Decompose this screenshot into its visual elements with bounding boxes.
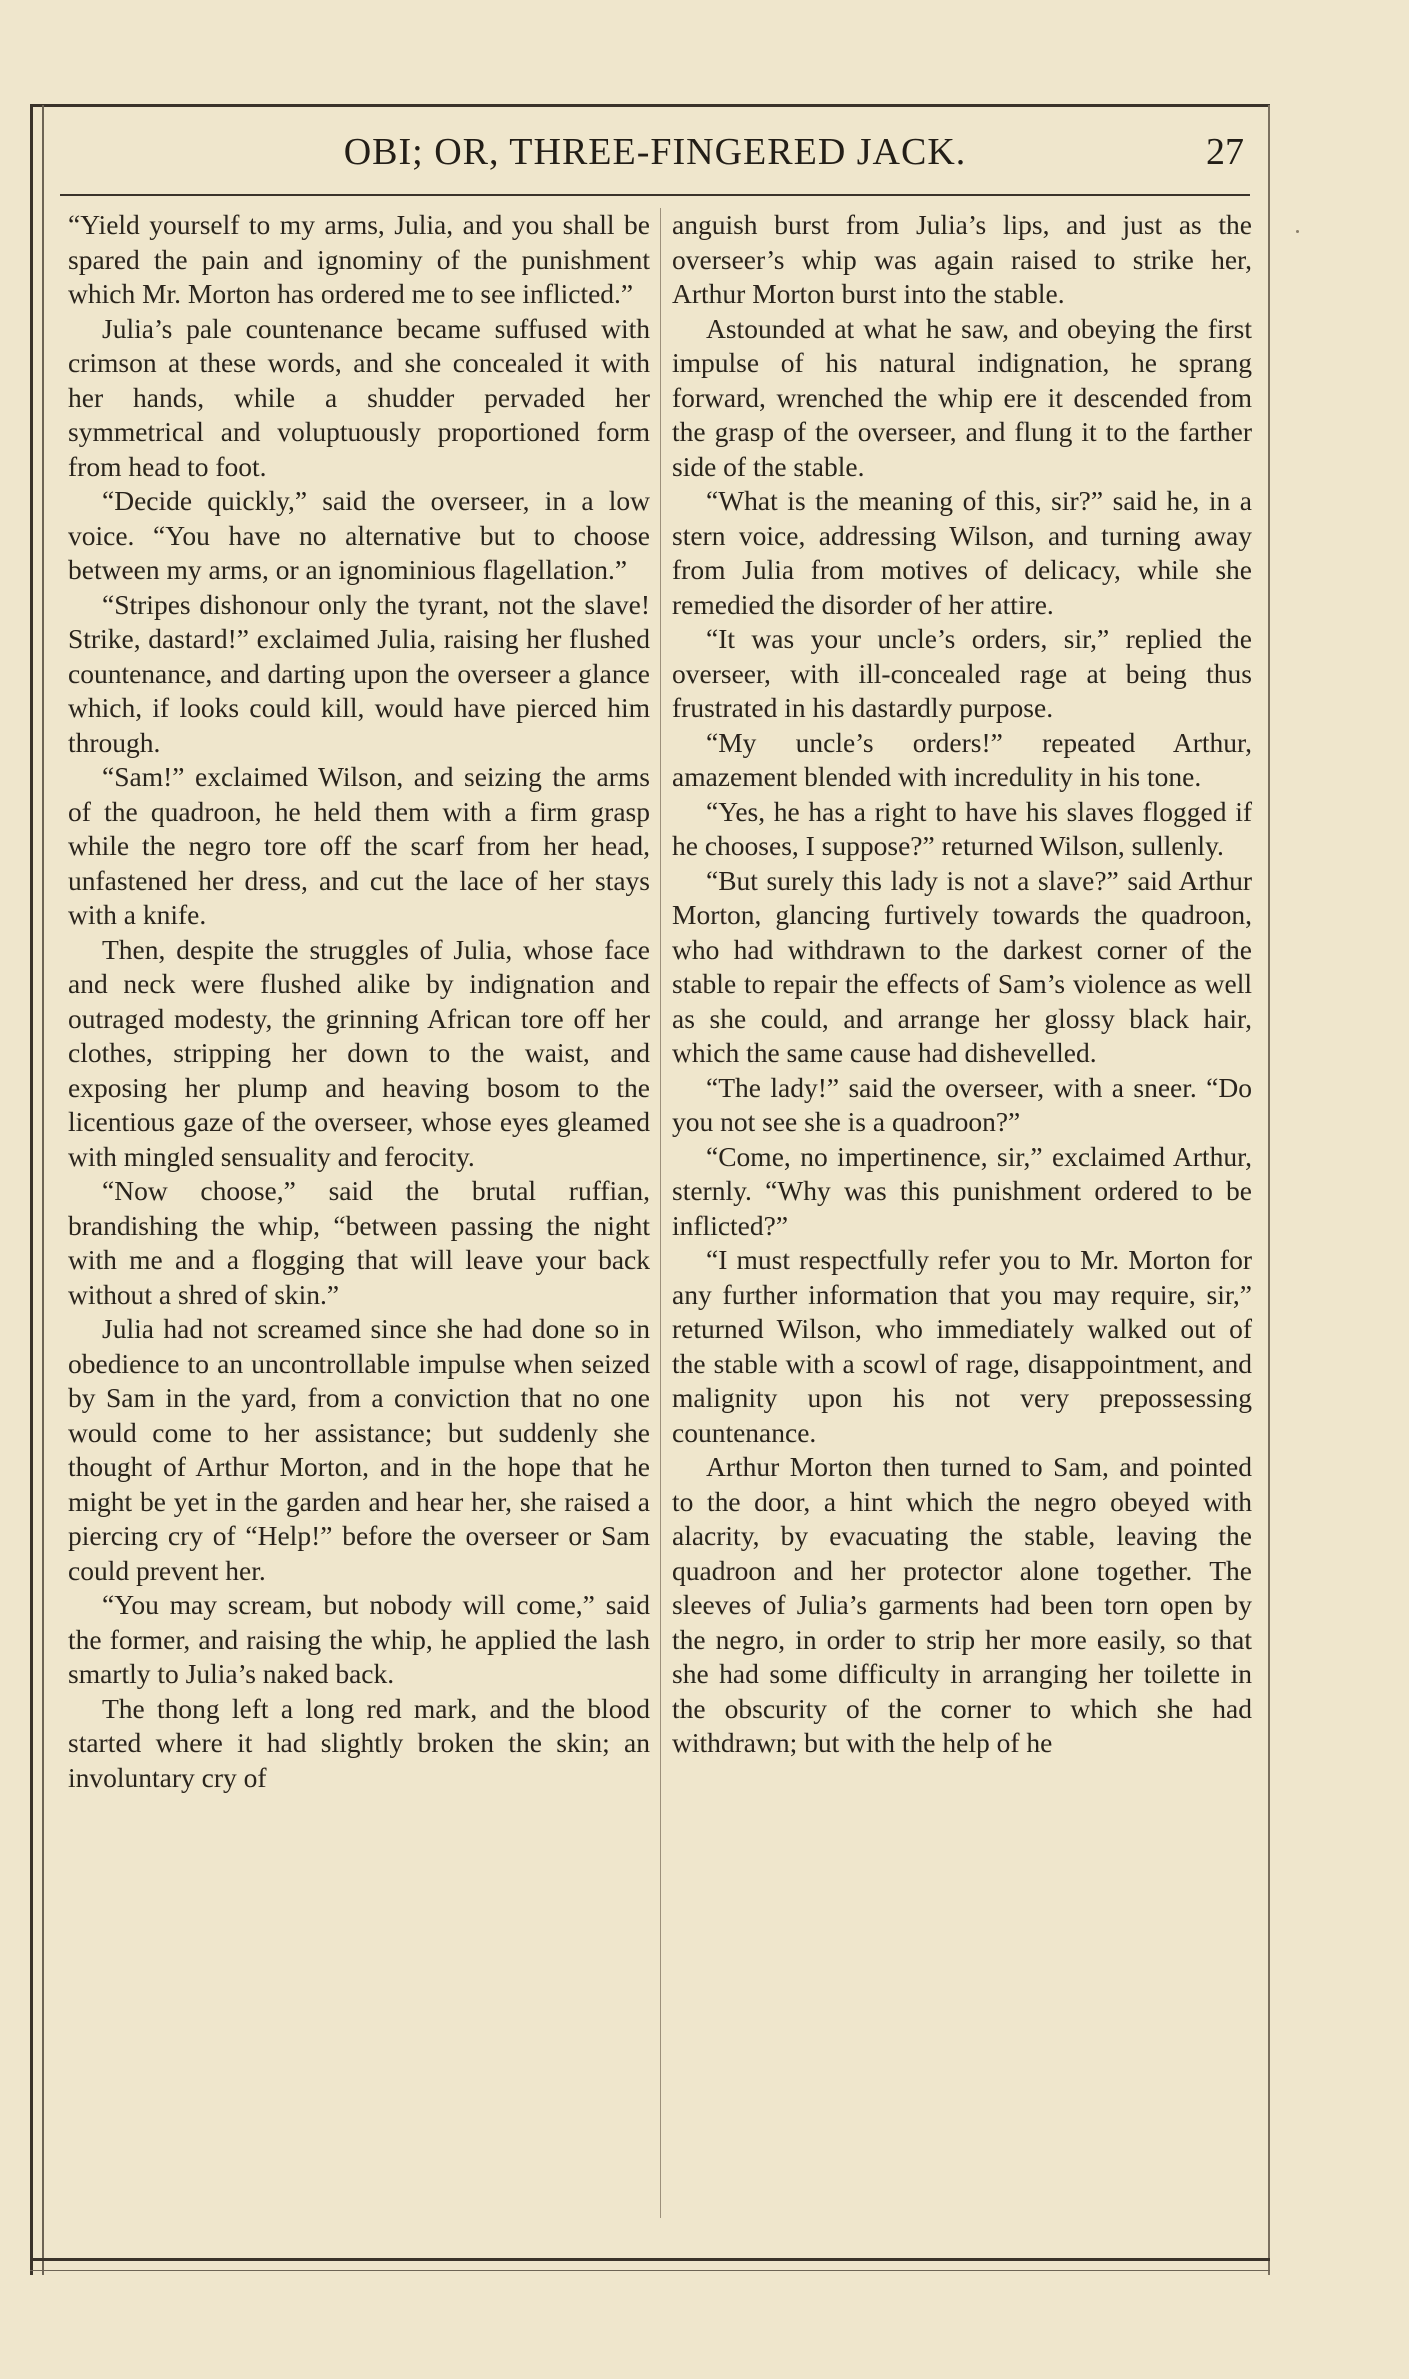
paragraph: “What is the meaning of this, sir?” said he, in a stern voice, addressing Wilson, and turning away from Julia from motives of delicacy, while she remedied the disorder of her attire.: [672, 485, 1252, 620]
paragraph: Then, despite the struggles of Julia, whose face and neck were flushed alike by indignation and outraged modesty, the grinning African tore off her clothes, stripping her down to the waist, and exposing her plump and heaving bosom to the licentious gaze of the overseer, whose eyes gleamed with mingled sensuality and ferocity.: [68, 933, 650, 1172]
right-column: [672, 208, 1252, 2228]
running-head: [60, 126, 1250, 186]
left-column: [68, 208, 650, 2228]
paragraph: “Yes, he has a right to have his slaves flogged if he chooses, I suppose?” returned Wilson, sullenly.: [672, 795, 1252, 861]
page-number: 27: [1206, 131, 1244, 173]
frame-right-rule: [1268, 105, 1270, 2275]
paragraph: The thong left a long red mark, and the blood started where it had slightly broken the skin; an involuntary cry of: [68, 1692, 650, 1793]
paragraph: Arthur Morton then turned to Sam, and pointed to the door, a hint which the negro obeyed with alacrity, by evacuating the stable, leaving the quadroon and her protector alone together. The sleeves of Julia’s garments had been torn open by the negro, in order to strip her more easily, so that she had some difficulty in arranging her toilette in the obscurity of the corner to which she had withdrawn; but with the help of he: [672, 1451, 1252, 1758]
paragraph: “You may scream, but nobody will come,” said the former, and raising the whip, he applied the lash smartly to Julia’s naked back.: [68, 1589, 650, 1689]
paragraph: anguish burst from Julia’s lips, and just as the overseer’s whip was again raised to strike her, Arthur Morton burst into the stable.: [672, 209, 1252, 309]
paragraph: “Decide quickly,” said the overseer, in a low voice. “You have no alternative but to choose between my arms, or an ignominious flagellation.”: [68, 485, 650, 585]
bottom-rule-thin: [30, 2270, 1270, 2271]
paragraph: “But surely this lady is not a slave?” said Arthur Morton, glancing furtively towards the quadroon, who had withdrawn to the darkest corner of the stable to repair the effects of Sam’s violence as well as she could, and arrange her glossy black hair, which the same cause had dishevelled.: [672, 864, 1252, 1068]
page-title: OBI; OR, THREE-FINGERED JACK.: [343, 131, 967, 173]
paragraph: Julia’s pale countenance became suffused with crimson at these words, and she concealed it with her hands, while a shudder pervaded her symmetrical and voluptuously proportioned form from head to foot.: [68, 312, 650, 482]
paragraph: “Now choose,” said the brutal ruffian, brandishing the whip, “between passing the night with me and a flogging that will leave your back without a shred of skin.”: [68, 1175, 650, 1310]
bottom-rule: [30, 2258, 1270, 2261]
frame-inner-rule: [42, 105, 44, 2275]
paragraph: “Stripes dishonour only the tyrant, not the slave! Strike, dastard!” exclaimed Julia, raising her flushed countenance, and darting upon the overseer a glance which, if looks could kill, would have pierced him through.: [68, 588, 650, 758]
paragraph: “Come, no impertinence, sir,” exclaimed Arthur, sternly. “Why was this punishment ordered to be inflicted?”: [672, 1140, 1252, 1241]
paragraph: Julia had not screamed since she had done so in obedience to an uncontrollable impulse when seized by Sam in the yard, from a conviction that no one would come to her assistance; but suddenly she thought of Arthur Morton, and in the hope that he might be yet in the garden and hear her, she raised a piercing cry of “Help!” before the overseer or Sam could prevent her.: [68, 1313, 650, 1586]
top-rule: [30, 104, 1270, 107]
paragraph: “Yield yourself to my arms, Julia, and you shall be spared the pain and ignominy of the punishment which Mr. Morton has ordered me to see inflicted.”: [68, 209, 650, 309]
paragraph: Astounded at what he saw, and obeying the first impulse of his natural indignation, he sprang forward, wrenched the whip ere it descended from the grasp of the overseer, and flung it to the farther side of the stable.: [672, 312, 1252, 482]
column-divider: [660, 208, 661, 2218]
paragraph: “I must respectfully refer you to Mr. Morton for any further information that you may require, sir,” returned Wilson, who immediately walked out of the stable with a scowl of rage, disappointment, and malignity upon his not very prepossessing countenance.: [672, 1244, 1252, 1448]
header-rule: [60, 194, 1250, 196]
paragraph: “The lady!” said the overseer, with a sneer. “Do you not see she is a quadroon?”: [672, 1071, 1252, 1137]
paragraph: “My uncle’s orders!” repeated Arthur, amazement blended with incredulity in his tone.: [672, 726, 1252, 792]
paragraph: “Sam!” exclaimed Wilson, and seizing the arms of the quadroon, he held them with a firm grasp while the negro tore off the scarf from her head, unfastened her dress, and cut the lace of her stays with a knife.: [68, 761, 650, 930]
margin-speck: [1296, 230, 1299, 233]
paragraph: “It was your uncle’s orders, sir,” replied the overseer, with ill-concealed rage at being thus frustrated in his dastardly purpose.: [672, 623, 1252, 723]
